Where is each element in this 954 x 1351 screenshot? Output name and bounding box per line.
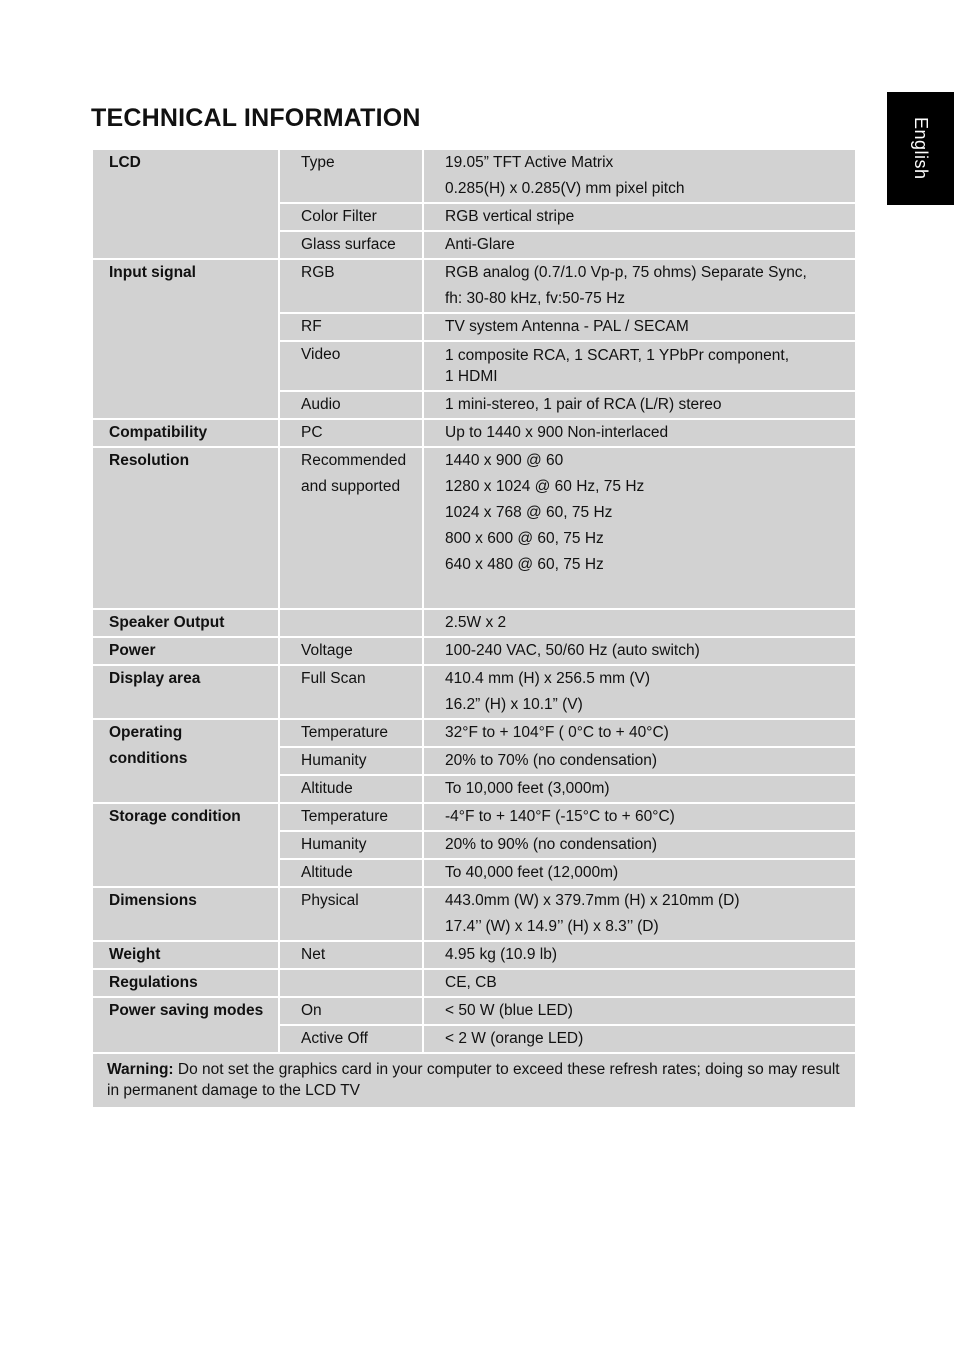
- category-power-saving-modes: Power saving modes: [92, 997, 279, 1053]
- value-type: 19.05” TFT Active Matrix 0.285(H) x 0.285(V) mm pixel pitch: [423, 149, 856, 203]
- table-row: [92, 803, 856, 831]
- table-row: [92, 259, 856, 313]
- resolution-mode: 640 x 480 @ 60, 75 Hz: [445, 556, 604, 573]
- value-dimensions: 443.0mm (W) x 379.7mm (H) x 210mm (D) 17.4’’ (W) x 14.9’’ (H) x 8.3’’ (D): [423, 887, 856, 941]
- category-compatibility: Compatibility: [92, 419, 279, 447]
- table-row: [92, 941, 856, 969]
- sub-net: Net: [279, 941, 423, 969]
- sub-speaker: [279, 609, 423, 637]
- sub-physical: Physical: [279, 887, 423, 941]
- sub-active-off: Active Off: [279, 1025, 423, 1053]
- sub-on: On: [279, 997, 423, 1025]
- sub-full-scan: Full Scan: [279, 665, 423, 719]
- sub-regulations: [279, 969, 423, 997]
- value-resolution-modes: [423, 447, 856, 609]
- value-speaker-output: 2.5W x 2: [423, 609, 856, 637]
- table-row: [92, 997, 856, 1025]
- table-row: [92, 609, 856, 637]
- table-row: [92, 149, 856, 203]
- sub-audio: Audio: [279, 391, 423, 419]
- value-storage-altitude: To 40,000 feet (12,000m): [423, 859, 856, 887]
- sub-video: Video: [279, 341, 423, 391]
- value-operating-humidity: 20% to 70% (no condensation): [423, 747, 856, 775]
- sub-temperature: Temperature: [279, 719, 423, 747]
- category-lcd: LCD: [92, 149, 279, 259]
- sub-rgb: RGB: [279, 259, 423, 313]
- resolution-mode: 1024 x 768 @ 60, 75 Hz: [445, 504, 613, 521]
- sub-temperature: Temperature: [279, 803, 423, 831]
- sub-humanity: Humanity: [279, 747, 423, 775]
- table-row: [92, 719, 856, 747]
- value-power: 100-240 VAC, 50/60 Hz (auto switch): [423, 637, 856, 665]
- page-title: TECHNICAL INFORMATION: [91, 104, 421, 132]
- value-storage-humidity: 20% to 90% (no condensation): [423, 831, 856, 859]
- category-dimensions: Dimensions: [92, 887, 279, 941]
- category-operating-conditions: Operating conditions: [92, 719, 279, 803]
- value-glass-surface: Anti-Glare: [423, 231, 856, 259]
- sub-altitude: Altitude: [279, 775, 423, 803]
- value-color-filter: RGB vertical stripe: [423, 203, 856, 231]
- value-regulations: CE, CB: [423, 969, 856, 997]
- table-row: [92, 969, 856, 997]
- value-display-area: 410.4 mm (H) x 256.5 mm (V) 16.2” (H) x 10.1” (V): [423, 665, 856, 719]
- value-rf: TV system Antenna - PAL / SECAM: [423, 313, 856, 341]
- category-weight: Weight: [92, 941, 279, 969]
- table-row: [92, 665, 856, 719]
- language-tab: [887, 92, 954, 205]
- category-display-area: Display area: [92, 665, 279, 719]
- sub-glass-surface: Glass surface: [279, 231, 423, 259]
- value-video: 1 composite RCA, 1 SCART, 1 YPbPr component, 1 HDMI: [423, 341, 856, 391]
- resolution-mode: 1280 x 1024 @ 60 Hz, 75 Hz: [445, 478, 645, 495]
- value-operating-altitude: To 10,000 feet (3,000m): [423, 775, 856, 803]
- value-operating-temperature: 32°F to + 104°F ( 0°C to + 40°C): [423, 719, 856, 747]
- value-audio: 1 mini-stereo, 1 pair of RCA (L/R) stereo: [423, 391, 856, 419]
- value-rgb: RGB analog (0.7/1.0 Vp-p, 75 ohms) Separate Sync, fh: 30-80 kHz, fv:50-75 Hz: [423, 259, 856, 313]
- spec-table: [91, 148, 857, 1109]
- value-weight: 4.95 kg (10.9 lb): [423, 941, 856, 969]
- category-storage-condition: Storage condition: [92, 803, 279, 887]
- category-speaker-output: Speaker Output: [92, 609, 279, 637]
- warning-label: Warning:: [107, 1061, 174, 1078]
- table-row: [92, 419, 856, 447]
- sub-humanity: Humanity: [279, 831, 423, 859]
- sub-color-filter: Color Filter: [279, 203, 423, 231]
- sub-rf: RF: [279, 313, 423, 341]
- table-row: [92, 637, 856, 665]
- table-row: [92, 887, 856, 941]
- table-row: [92, 1053, 856, 1108]
- resolution-mode: 800 x 600 @ 60, 75 Hz: [445, 530, 604, 547]
- table-row: [92, 447, 856, 609]
- warning-text: Do not set the graphics card in your computer to exceed these refresh rates; doing so may result in permanent damage to the LCD TV: [107, 1061, 840, 1099]
- resolution-mode: 1440 x 900 @ 60: [445, 452, 564, 469]
- value-power-on: < 50 W (blue LED): [423, 997, 856, 1025]
- category-regulations: Regulations: [92, 969, 279, 997]
- category-resolution: Resolution: [92, 447, 279, 609]
- language-tab-label: English: [911, 117, 931, 180]
- category-input-signal: Input signal: [92, 259, 279, 419]
- value-storage-temperature: -4°F to + 140°F (-15°C to + 60°C): [423, 803, 856, 831]
- value-compatibility: Up to 1440 x 900 Non-interlaced: [423, 419, 856, 447]
- category-power: Power: [92, 637, 279, 665]
- warning-note: [92, 1053, 856, 1108]
- value-active-off: < 2 W (orange LED): [423, 1025, 856, 1053]
- sub-pc: PC: [279, 419, 423, 447]
- sub-voltage: Voltage: [279, 637, 423, 665]
- sub-type: Type: [279, 149, 423, 203]
- sub-altitude: Altitude: [279, 859, 423, 887]
- sub-recommended: Recommended and supported: [279, 447, 423, 609]
